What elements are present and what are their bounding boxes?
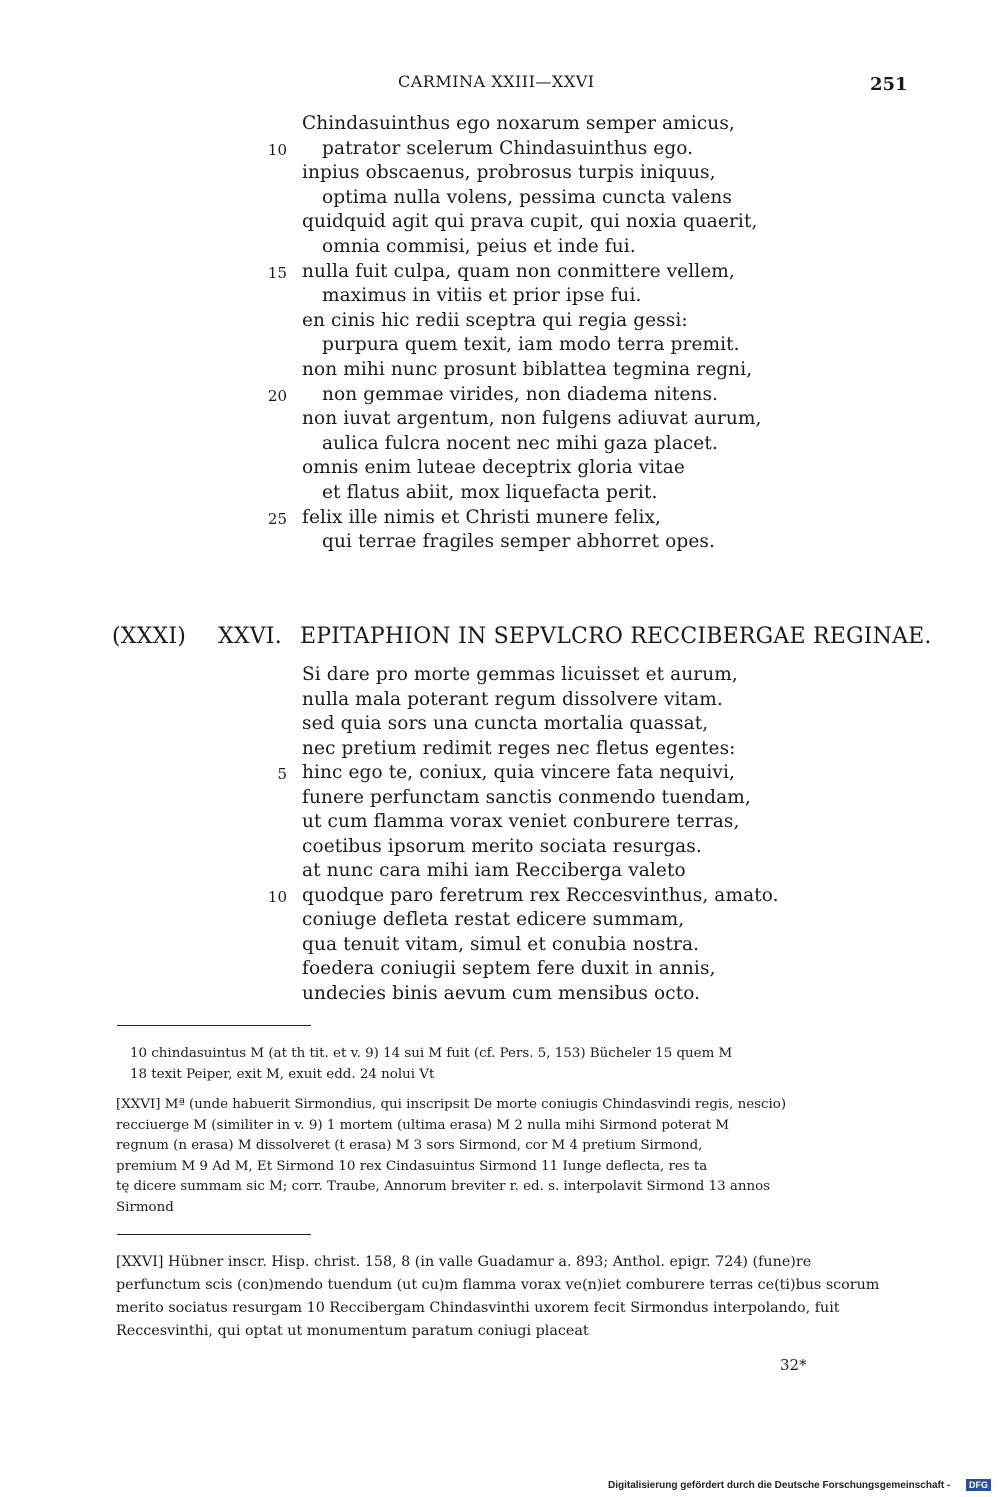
- line-number: 10: [267, 887, 287, 906]
- verse-line: maximus in vitiis et prior ipse fui.: [322, 285, 642, 307]
- line-number: 15: [267, 263, 287, 282]
- verse-line: patrator scelerum Chindasuinthus ego.: [322, 137, 694, 159]
- verse-line: coniuge defleta restat edicere summam,: [302, 909, 685, 930]
- verse-line: qui terrae fragiles semper abhorret opes.: [322, 531, 715, 553]
- footnote-line: Reccesvinthi, qui optat ut monumentum paratum coniugi placeat: [116, 1323, 589, 1339]
- verse-line: felix ille nimis et Christi munere felix,: [302, 506, 662, 528]
- verse-line: en cinis hic redii sceptra qui regia gessi:: [302, 309, 688, 331]
- verse-line: aulica fulcra nocent nec mihi gaza placet.: [322, 432, 718, 454]
- footnote-line: 18 texit Peiper, exit M, exuit edd. 24 nolui Vt: [130, 1067, 435, 1082]
- verse-line: qua tenuit vitam, simul et conubia nostra.: [302, 933, 700, 955]
- page-number: 251: [870, 74, 908, 95]
- footnote-line: premium M 9 Ad M, Et Sirmond 10 rex Cindasuintus Sirmond 11 Iunge deflecta, res ta: [116, 1158, 708, 1174]
- verse-line: undecies binis aevum cum mensibus octo.: [302, 982, 701, 1004]
- footnote-line: perfunctum scis (con)mendo tuendum (ut cu)m flamma vorax ve(n)iet comburere terras ce(ti)bus scorum: [116, 1277, 880, 1293]
- verse-line: ut cum flamma vorax veniet conburere terras,: [302, 811, 740, 832]
- verse-line: purpura quem texit, iam modo terra premit.: [322, 334, 740, 356]
- verse-line: omnia commisi, peius et inde fui.: [322, 236, 636, 257]
- verse-line: non gemmae virides, non diadema nitens.: [322, 383, 719, 405]
- verse-line: quidquid agit qui prava cupit, qui noxia quaerit,: [302, 211, 758, 233]
- footnote-line: [XXVI] Hübner inscr. Hisp. christ. 158, 8 (in valle Guadamur a. 893; Anthol. epigr. 724) (fune)re: [116, 1254, 812, 1270]
- footnote-line: regnum (n erasa) M dissolveret (t erasa) M 3 sors Sirmond, cor M 4 pretium Sirmond,: [116, 1138, 703, 1153]
- verse-line: at nunc cara mihi iam Recciberga valeto: [302, 860, 686, 881]
- section-title: EPITAPHION IN SEPVLCRO RECCIBERGAE REGINAE.: [300, 624, 932, 649]
- section-old-number: (XXXI): [112, 624, 187, 649]
- footnote-line: [XXVI] Mª (unde habuerit Sirmondius, qui inscripsit De morte coniugis Chindasvindi regis, nescio): [116, 1097, 787, 1112]
- footnote-line: 10 chindasuintus M (at th tit. et v. 9) 14 sui M fuit (cf. Pers. 5, 153) Bücheler 15 quem M: [130, 1046, 733, 1061]
- line-number: 25: [267, 509, 287, 528]
- verse-line: Chindasuinthus ego noxarum semper amicus,: [302, 113, 735, 134]
- verse-line: inpius obscaenus, probrosus turpis iniquus,: [302, 162, 716, 184]
- line-number: 20: [267, 386, 287, 405]
- verse-line: non iuvat argentum, non fulgens adiuvat aurum,: [302, 408, 762, 430]
- footnote-line: tę dicere summam sic M; corr. Traube, Annorum breviter r. ed. s. interpolavit Sirmond 13 annos: [116, 1179, 771, 1194]
- dfg-logo: DFG: [966, 1479, 991, 1491]
- verse-line: quodque paro feretrum rex Reccesvinthus, amato.: [302, 884, 779, 906]
- digitization-credit: Digitalisierung gefördert durch die Deutsche Forschungsgemeinschaft -: [608, 1480, 951, 1491]
- verse-line: optima nulla volens, pessima cuncta valens: [322, 186, 732, 208]
- verse-line: non mihi nunc prosunt biblattea tegmina regni,: [302, 359, 753, 380]
- running-title: CARMINA XXIII—XXVI: [398, 72, 595, 91]
- footnote-rule-2: [117, 1234, 311, 1235]
- verse-line: nulla mala poterant regum dissolvere vitam.: [302, 688, 723, 710]
- verse-line: et flatus abiit, mox liquefacta perit.: [322, 482, 658, 503]
- signature-mark: 32*: [780, 1356, 807, 1374]
- verse-line: nec pretium redimit reges nec fletus egentes:: [302, 737, 736, 759]
- footnote-line: merito sociatus resurgam 10 Reccibergam Chindasvinthi uxorem fecit Sirmondus interpolando, fuit: [116, 1300, 840, 1316]
- section-number: XXVI.: [218, 624, 282, 649]
- verse-line: funere perfunctam sanctis conmendo tuendam,: [302, 786, 751, 808]
- verse-line: coetibus ipsorum merito sociata resurgas.: [302, 835, 702, 857]
- verse-line: nulla fuit culpa, quam non conmittere vellem,: [302, 260, 735, 282]
- footnote-line: Sirmond: [116, 1199, 174, 1215]
- verse-line: hinc ego te, coniux, quia vincere fata nequivi,: [302, 762, 735, 783]
- line-number: 10: [267, 140, 287, 159]
- line-number: 5: [277, 765, 287, 783]
- verse-line: sed quia sors una cuncta mortalia quassat,: [302, 713, 709, 734]
- verse-line: Si dare pro morte gemmas licuisset et aurum,: [302, 664, 738, 685]
- footnote-line: recciuerge M (similiter in v. 9) 1 mortem (ultima erasa) M 2 nulla mihi Sirmond poterat M: [116, 1117, 730, 1133]
- verse-line: foedera coniugii septem fere duxit in annis,: [302, 958, 716, 979]
- footnote-rule: [117, 1025, 311, 1026]
- verse-line: omnis enim luteae deceptrix gloria vitae: [302, 457, 685, 479]
